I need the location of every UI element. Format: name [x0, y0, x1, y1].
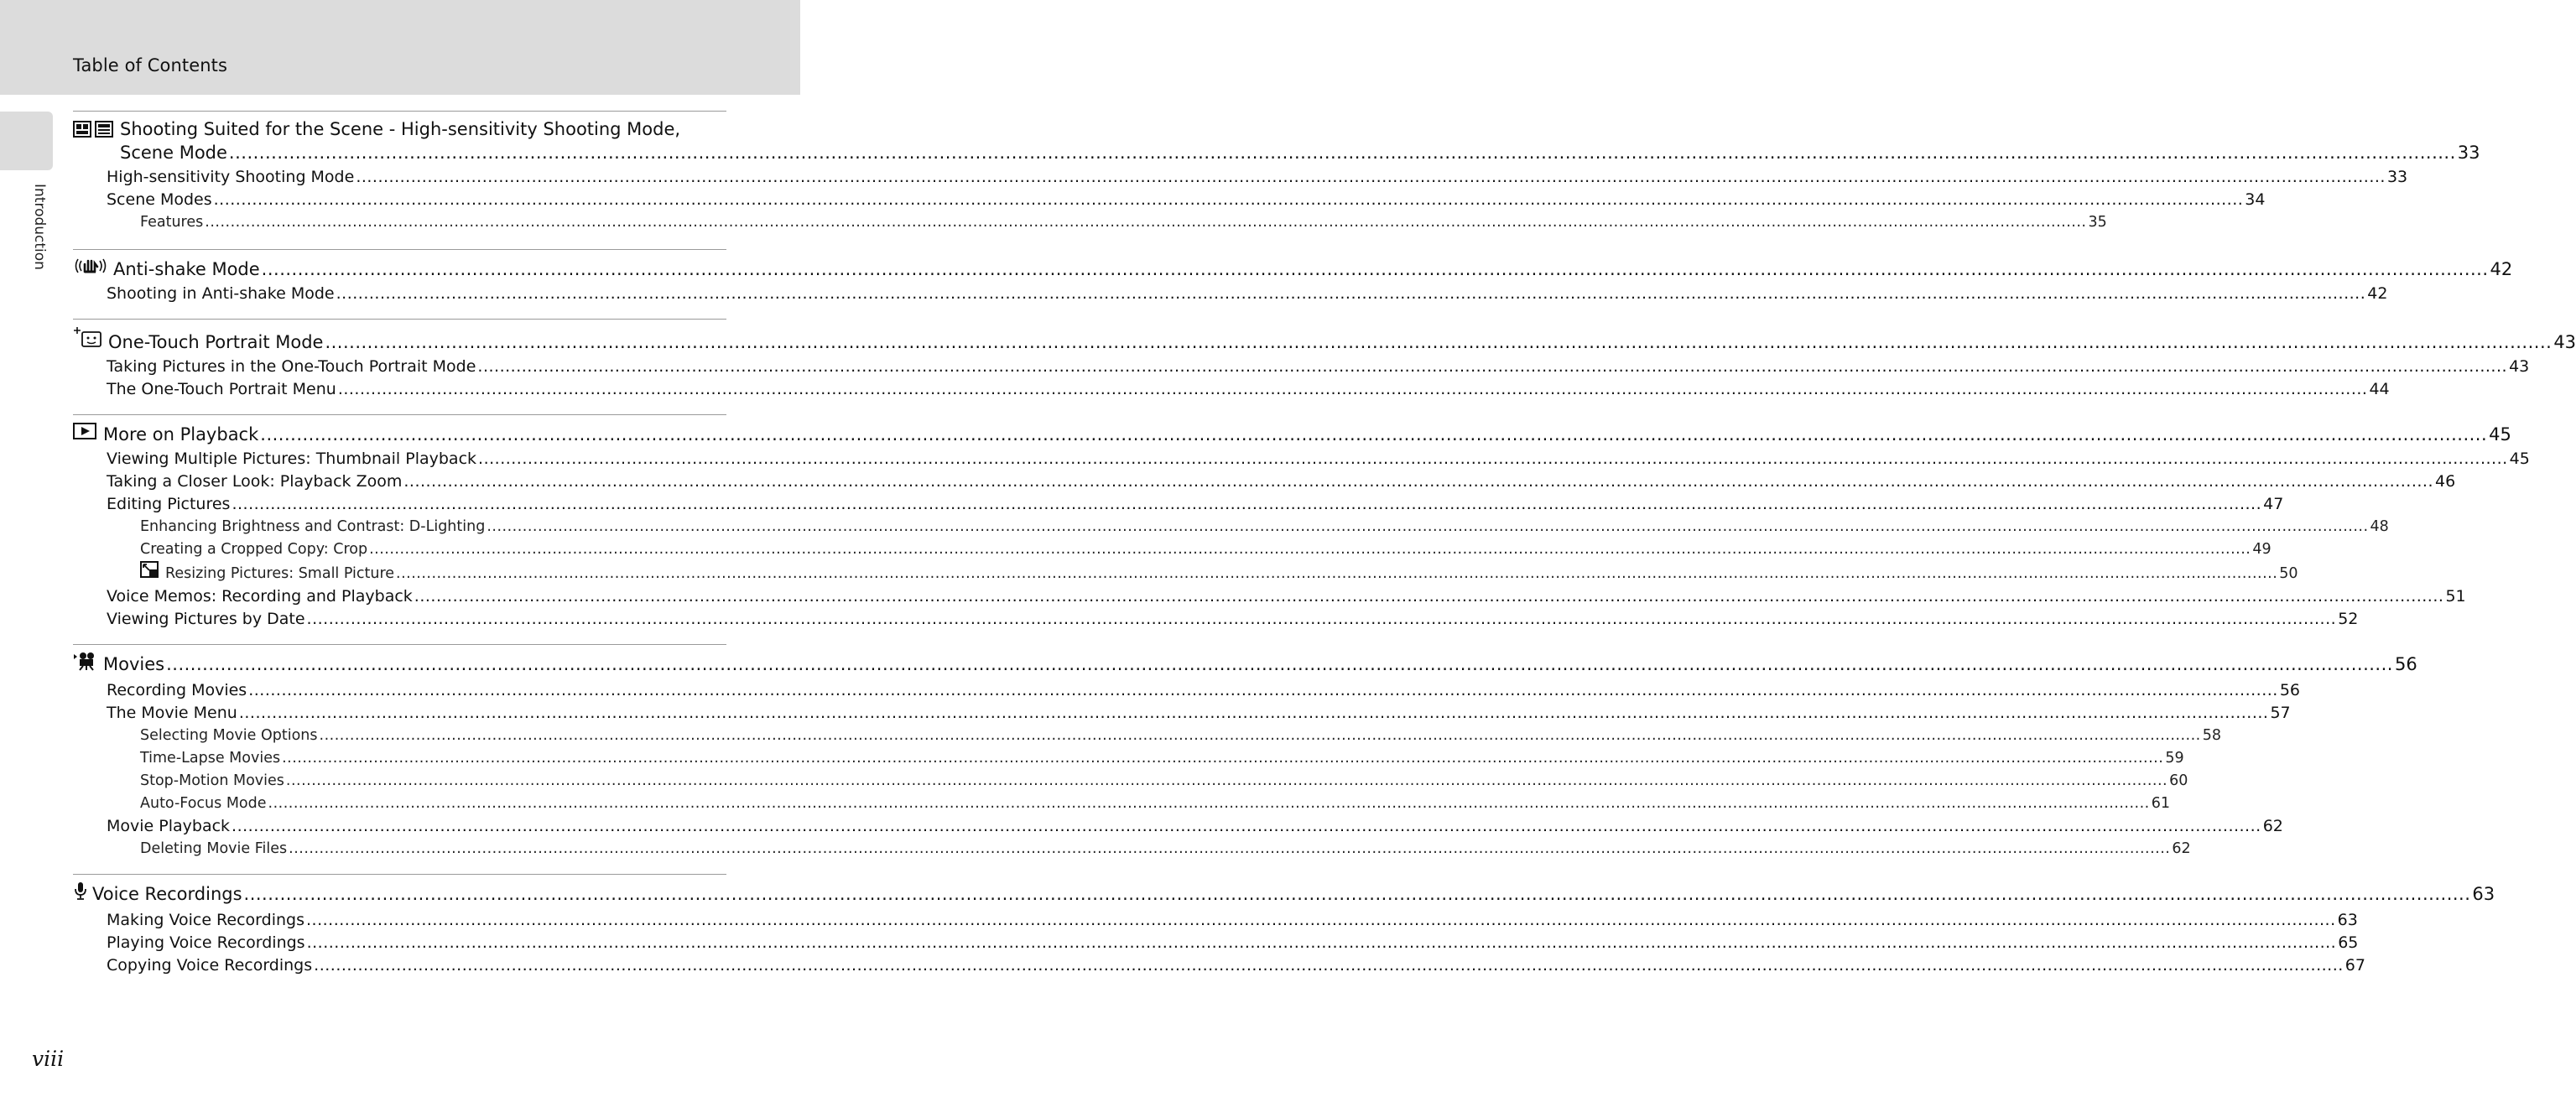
toc-entry[interactable] [73, 166, 2408, 189]
entry-label: Playing Voice Recordings [107, 933, 305, 952]
entry-label: Enhancing Brightness and Contrast: D-Lighting [140, 518, 486, 535]
page-ref: 45 [2509, 450, 2530, 468]
toc-heading-voice[interactable] [73, 881, 2495, 906]
toc-entry[interactable] [73, 815, 2283, 838]
toc-heading-movies[interactable] [73, 652, 2417, 676]
entry-label: Scene Modes [107, 190, 212, 209]
entry-label: Selecting Movie Options [140, 727, 318, 744]
toc-heading-anti-shake[interactable] [73, 257, 2513, 281]
dot-leader [414, 585, 2444, 608]
dot-leader [260, 423, 2487, 446]
heading-line2: Scene Mode [120, 143, 227, 163]
hi-scene-icon [73, 117, 115, 141]
toc-subentry[interactable] [73, 538, 2272, 561]
dot-leader [239, 702, 2269, 725]
page-ref: 63 [2337, 911, 2358, 929]
entry-label: Taking a Closer Look: Playback Zoom [107, 472, 403, 491]
page-ref: 42 [2490, 259, 2513, 279]
page-header [0, 0, 800, 95]
entry-label: Stop-Motion Movies [140, 772, 284, 789]
page-ref: 60 [2169, 772, 2188, 789]
toc-entry[interactable] [73, 356, 2530, 378]
page-ref: 63 [2472, 884, 2495, 904]
toc-entry[interactable] [73, 932, 2359, 954]
header-title: Table of Contents [73, 55, 228, 75]
entry-label: Shooting in Anti-shake Mode [107, 284, 335, 303]
entry-label: Resizing Pictures: Small Picture [165, 565, 395, 582]
dot-leader [403, 470, 2433, 493]
anti-shake-icon [73, 257, 108, 275]
dot-leader [325, 330, 2552, 354]
dot-leader [477, 356, 2507, 378]
heading-label: More on Playback [103, 424, 259, 444]
entry-label: Viewing Multiple Pictures: Thumbnail Playback [107, 450, 477, 468]
dot-leader [262, 257, 2489, 281]
toc-entry[interactable] [73, 679, 2301, 702]
toc-section-scene [73, 111, 2480, 249]
entry-label: Creating a Cropped Copy: Crop [140, 541, 368, 558]
toc-subentry[interactable] [73, 770, 2188, 793]
page-ref: 49 [2252, 541, 2272, 558]
entry-label: Voice Memos: Recording and Playback [107, 587, 413, 606]
page-ref: 48 [2370, 518, 2389, 535]
dot-leader [282, 747, 2163, 770]
toc-entry[interactable] [73, 608, 2359, 631]
dot-leader [356, 166, 2386, 189]
entry-label: Features [140, 214, 204, 231]
page-ref: 61 [2151, 795, 2170, 812]
heading-line1: Shooting Suited for the Scene - High-sensitivity Shooting Mode, [120, 119, 681, 139]
microphone-icon [73, 881, 88, 900]
entry-label: Making Voice Recordings [107, 911, 304, 929]
entry-label: Movie Playback [107, 817, 231, 835]
dot-leader [268, 793, 2150, 815]
dot-leader [369, 538, 2251, 561]
toc-subentry[interactable] [73, 516, 2389, 538]
dot-leader [307, 608, 2337, 631]
entry-label: Time-Lapse Movies [140, 750, 281, 767]
page-ref: 44 [2369, 380, 2390, 398]
toc-heading-portrait[interactable] [73, 326, 2576, 354]
dot-leader [396, 563, 2277, 585]
chapter-tab [0, 112, 53, 170]
toc-entry[interactable] [73, 585, 2466, 608]
page-ref: 62 [2262, 817, 2283, 835]
dot-leader [314, 954, 2344, 977]
dot-leader [487, 516, 2368, 538]
dot-leader [229, 141, 2456, 164]
entry-label: Recording Movies [107, 681, 247, 699]
toc-entry[interactable] [73, 189, 2266, 211]
toc-section-voice [73, 874, 2495, 977]
entry-label: Copying Voice Recordings [107, 956, 313, 975]
entry-label: Auto-Focus Mode [140, 795, 267, 812]
dot-leader [232, 493, 2261, 516]
toc-section-anti-shake [73, 249, 2513, 319]
page-ref: 43 [2509, 357, 2530, 376]
toc-subentry[interactable] [73, 747, 2184, 770]
toc-entry[interactable] [73, 702, 2291, 725]
toc-section-playback [73, 414, 2530, 644]
page-ref: 65 [2338, 933, 2359, 952]
movie-icon [73, 652, 98, 670]
page-ref: 43 [2553, 332, 2576, 352]
heading-label: Movies [103, 654, 165, 674]
page-ref: 35 [2088, 214, 2107, 231]
entry-label: Viewing Pictures by Date [107, 610, 305, 628]
page-ref: 58 [2202, 727, 2221, 744]
heading-line2-row [120, 141, 2480, 164]
dot-leader [289, 838, 2170, 860]
toc-heading-scene[interactable] [73, 117, 2480, 164]
dot-leader [205, 211, 2086, 234]
dot-leader [478, 448, 2508, 470]
page-ref: 33 [2457, 143, 2480, 163]
dot-leader [320, 725, 2201, 747]
page-ref: 62 [2172, 840, 2191, 857]
page-ref: 45 [2489, 424, 2511, 444]
toc-entry[interactable] [73, 378, 2390, 401]
heading-label: Voice Recordings [92, 884, 242, 904]
entry-label: Taking Pictures in the One-Touch Portrait Mode [107, 357, 476, 376]
portrait-icon [73, 326, 103, 348]
entry-label: Deleting Movie Files [140, 840, 288, 857]
dot-leader [307, 932, 2337, 954]
toc-subentry[interactable] [73, 211, 2107, 234]
toc-heading-playback[interactable] [73, 422, 2511, 446]
toc-section-portrait [73, 319, 2576, 414]
chapter-label: Introduction [31, 184, 48, 270]
toc-subentry[interactable] [73, 561, 2298, 585]
entry-label: High-sensitivity Shooting Mode [107, 168, 355, 186]
page-ref: 51 [2445, 587, 2466, 606]
toc-subentry[interactable] [73, 793, 2170, 815]
page-number: viii [32, 1047, 65, 1071]
page-ref: 42 [2367, 284, 2388, 303]
toc [73, 111, 2576, 977]
heading-label: One-Touch Portrait Mode [108, 332, 324, 352]
dot-leader [338, 378, 2368, 401]
page-ref: 46 [2435, 472, 2456, 491]
dot-leader [166, 652, 2393, 676]
page-ref: 52 [2338, 610, 2359, 628]
toc-subentry[interactable] [73, 838, 2191, 860]
dot-leader [336, 283, 2366, 305]
dot-leader [244, 882, 2471, 906]
dot-leader [306, 909, 2336, 932]
toc-entry[interactable] [73, 448, 2530, 470]
toc-entry[interactable] [73, 470, 2456, 493]
entry-label: Editing Pictures [107, 495, 231, 513]
page-ref: 56 [2279, 681, 2301, 699]
toc-section-movies [73, 644, 2417, 874]
entry-label: The Movie Menu [107, 704, 237, 722]
dot-leader [248, 679, 2278, 702]
page-ref: 47 [2263, 495, 2284, 513]
page-ref: 67 [2344, 956, 2365, 975]
page-ref: 33 [2386, 168, 2408, 186]
page-ref: 50 [2279, 565, 2298, 582]
page-ref: 34 [2245, 190, 2266, 209]
small-picture-icon [140, 561, 159, 578]
page-ref: 57 [2270, 704, 2291, 722]
dot-leader [232, 815, 2261, 838]
entry-label: The One-Touch Portrait Menu [107, 380, 336, 398]
page-ref: 59 [2165, 750, 2184, 767]
toc-entry[interactable] [73, 909, 2358, 932]
toc-entry[interactable] [73, 493, 2284, 516]
dot-leader [214, 189, 2244, 211]
toc-entry[interactable] [73, 954, 2365, 977]
dot-leader [286, 770, 2167, 793]
playback-icon [73, 422, 98, 440]
page-ref: 56 [2394, 654, 2417, 674]
toc-subentry[interactable] [73, 725, 2221, 747]
heading-label: Anti-shake Mode [113, 259, 260, 279]
toc-entry[interactable] [73, 283, 2388, 305]
